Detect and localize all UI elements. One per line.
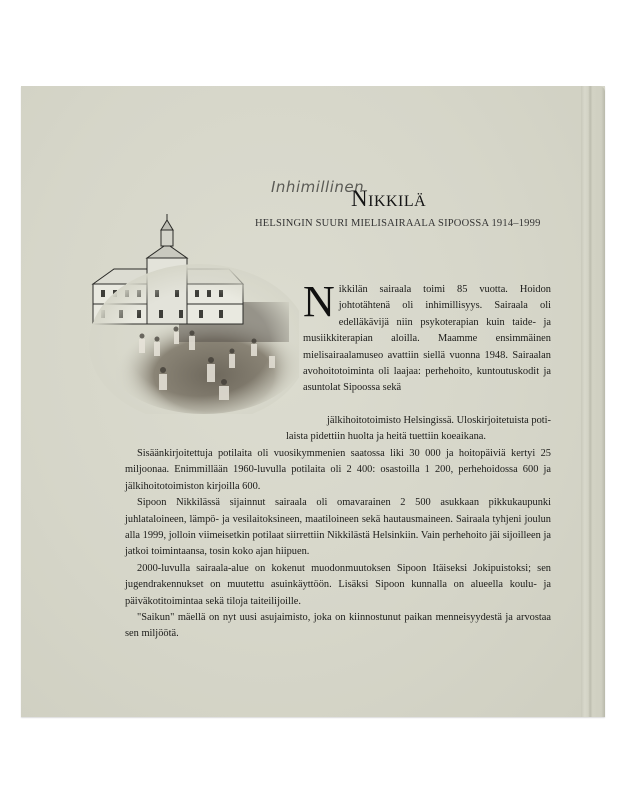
cover-surface (21, 86, 581, 717)
lead-line-full: jälkihoitotoimisto Helsingissä. Uloskirjoitetuista poti- (327, 415, 551, 426)
historical-photo (79, 214, 299, 414)
lead-paragraph (303, 277, 551, 397)
lead-text: ikkilän sairaala toimi 85 vuotta. Hoidon johtotähtenä oli inhimillisyys. Sairaala oli edelläkävijä niin psykoterapian kuin taide- ja musiikkiterapian aloilla. Maamme ensimmäinen mielisairaalamuseo avattiin siellä vuonna 1948. Sairaalan avohoitotoiminta oli laajaa: perhehoito, kuntoutuskodit ja asuntolat Sipoossa sekä (303, 284, 551, 394)
paragraph: 2000-luvulla sairaala-alue on kokenut muodonmuutoksen Sipoon Itäiseksi Jokipuistoksi; sen jugendrakennukset on muutettu asuinkäyttöön. Lisäksi Sipoon kunnalla on alueella koulu- ja päiväkotitoimintaa sekä tiloja taiteilijoille. (125, 562, 551, 607)
book-title (271, 178, 531, 210)
subtitle: HELSINGIN SUURI MIELISAIRAALA SIPOOSSA 1914–1999 (255, 218, 541, 229)
paragraph: "Saikun" mäellä on nyt uusi asujaimisto, joka on kiinnostunut paikan menneisyydestä ja arvostaa sen miljöötä. (125, 612, 551, 640)
paragraph: Sisäänkirjoitettuja potilaita oli vuosikymmenien saatossa liki 30 000 ja hoitopäiviä kertyi 25 miljoonaa. Enimmillään 1960-luvulla potilaita oli 2 400: osastoilla 1 200, perhehoidossa 600 ja jälkihoitotoimiston kirjoilla 600. (125, 448, 551, 492)
drop-cap: N (303, 277, 335, 326)
title-script: Inhimillinen (271, 178, 365, 196)
paragraph: Sipoon Nikkilässä sijainnut sairaala oli omavarainen 2 500 asukkaan pikkukaupunki juhlataloineen, lämpö- ja vesilaitoksineen, maatiloineen sekä hautausmaineen. Sairaala tyhjeni joulun alla 1999, jolloin viimeisetkin potilaat siirrettiin Nikkilästä Helsinkiin. Vain perhehoito jäi sijoilleen ja jatkoi toimintaansa, tosin koko ajan hiipuen. (125, 497, 551, 558)
book-back-cover (21, 86, 605, 717)
body-paragraphs (125, 446, 551, 643)
lead-line-last: laista pidettiin huolta ja heitä tuettiin koeaikana. (286, 431, 486, 442)
title-main: Nikkilä (351, 186, 427, 211)
book-spine (581, 86, 605, 717)
